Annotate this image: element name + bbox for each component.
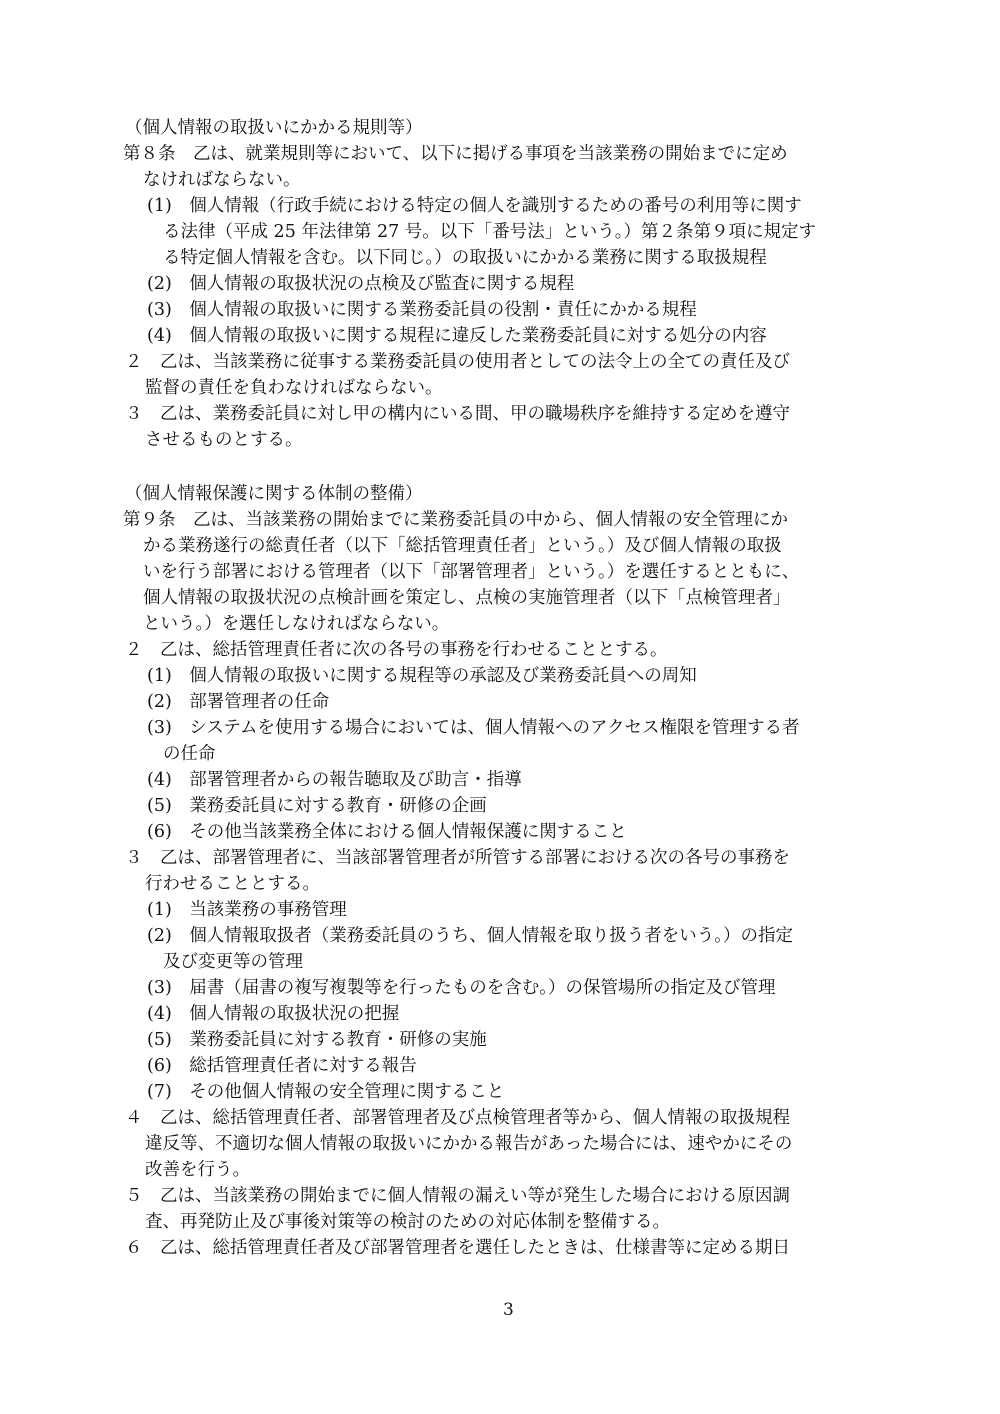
list-item: (4) 個人情報の取扱いに関する規程に違反した業務委託員に対する処分の内容: [147, 326, 767, 346]
section-heading: （個人情報の取扱いにかかる規則等）: [125, 118, 423, 138]
list-item: (3) 個人情報の取扱いに関する業務委託員の役割・責任にかかる規程: [147, 300, 697, 320]
article-text: いを行う部署における管理者（以下「部署管理者」という。）を選任するとともに、: [143, 562, 800, 582]
list-item: (4) 個人情報の取扱状況の把握: [147, 1004, 400, 1024]
section-heading: （個人情報保護に関する体制の整備）: [125, 484, 423, 504]
list-item: (2) 個人情報取扱者（業務委託員のうち、個人情報を取り扱う者をいう。）の指定: [147, 926, 794, 946]
article-text: という。）を選任しなければならない。: [143, 614, 450, 634]
paragraph-text: ４ 乙は、総括管理責任者、部署管理者及び点検管理者等から、個人情報の取扱規程: [125, 1108, 790, 1128]
paragraph-text: 査、再発防止及び事後対策等の検討のための対応体制を整備する。: [145, 1212, 670, 1232]
list-item: る特定個人情報を含む。以下同じ。）の取扱いにかかる業務に関する取扱規程: [163, 248, 767, 268]
list-item: (4) 部署管理者からの報告聴取及び助言・指導: [147, 770, 522, 790]
paragraph-text: 違反等、不適切な個人情報の取扱いにかかる報告があった場合には、速やかにその: [145, 1134, 793, 1154]
paragraph-text: ５ 乙は、当該業務の開始までに個人情報の漏えい等が発生した場合における原因調: [125, 1186, 790, 1206]
list-item: (5) 業務委託員に対する教育・研修の企画: [147, 796, 487, 816]
paragraph-text: ３ 乙は、業務委託員に対し甲の構内にいる間、甲の職場秩序を維持する定めを遵守: [125, 404, 790, 424]
list-item: (3) 届書（届書の複写複製等を行ったものを含む。）の保管場所の指定及び管理: [147, 978, 776, 998]
list-item: (2) 個人情報の取扱状況の点検及び監査に関する規程: [147, 274, 575, 294]
list-item: 及び変更等の管理: [163, 952, 303, 972]
list-item: (5) 業務委託員に対する教育・研修の実施: [147, 1030, 487, 1050]
article-text: かる業務遂行の総責任者（以下「総括管理責任者」という。）及び個人情報の取扱: [143, 536, 782, 556]
article-text: 第９条 乙は、当該業務の開始までに業務委託員の中から、個人情報の安全管理にか: [123, 510, 788, 530]
page-number: 3: [503, 1300, 514, 1320]
list-item: (7) その他個人情報の安全管理に関すること: [147, 1082, 505, 1102]
list-item: (1) 個人情報（行政手続における特定の個人を識別するための番号の利用等に関す: [147, 196, 802, 216]
article-text: 個人情報の取扱状況の点検計画を策定し、点検の実施管理者（以下「点検管理者」: [143, 588, 791, 608]
article-text: なければならない。: [143, 170, 301, 190]
paragraph-text: 監督の責任を負わなければならない。: [145, 378, 443, 398]
list-item: (1) 個人情報の取扱いに関する規程等の承認及び業務委託員への周知: [147, 666, 697, 686]
list-item: (6) その他当該業務全体における個人情報保護に関すること: [147, 822, 627, 842]
paragraph-text: ６ 乙は、総括管理責任者及び部署管理者を選任したときは、仕様書等に定める期日: [125, 1238, 790, 1258]
list-item: (3) システムを使用する場合においては、個人情報へのアクセス権限を管理する者: [147, 718, 800, 738]
list-item: (1) 当該業務の事務管理: [147, 900, 347, 920]
list-item: の任命: [163, 744, 216, 764]
paragraph-text: ３ 乙は、部署管理者に、当該部署管理者が所管する部署における次の各号の事務を: [125, 848, 790, 868]
list-item: (6) 総括管理責任者に対する報告: [147, 1056, 417, 1076]
paragraph-text: 行わせることとする。: [145, 874, 320, 894]
list-item: る法律（平成 25 年法律第 27 号。以下「番号法」という。）第２条第９項に規定す: [163, 222, 817, 242]
list-item: (2) 部署管理者の任命: [147, 692, 330, 712]
paragraph-text: ２ 乙は、総括管理責任者に次の各号の事務を行わせることとする。: [125, 640, 668, 660]
paragraph-text: ２ 乙は、当該業務に従事する業務委託員の使用者としての法令上の全ての責任及び: [125, 352, 790, 372]
paragraph-text: 改善を行う。: [145, 1160, 250, 1180]
article-text: 第８条 乙は、就業規則等において、以下に掲げる事項を当該業務の開始までに定め: [123, 144, 788, 164]
paragraph-text: させるものとする。: [145, 430, 303, 450]
